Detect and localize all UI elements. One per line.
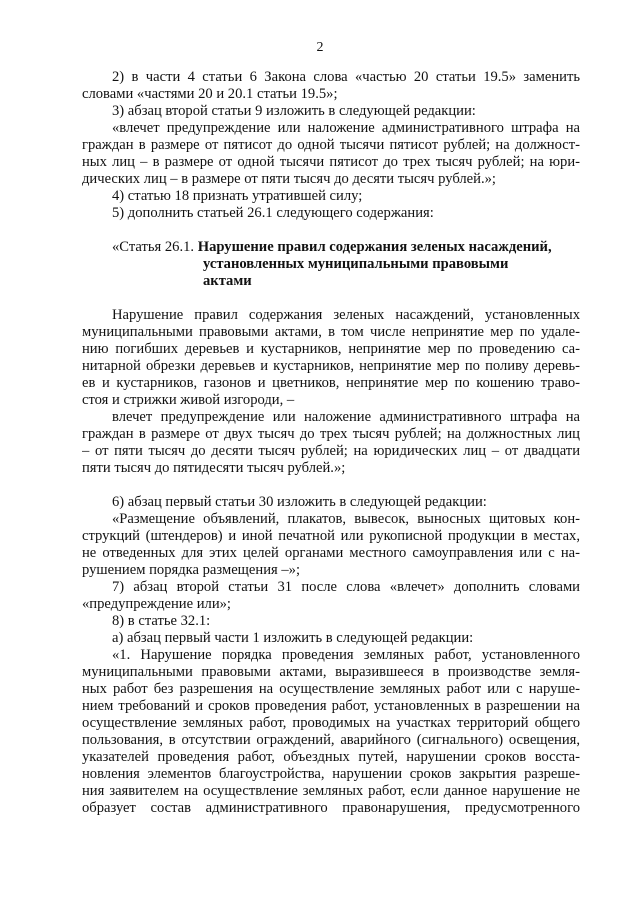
- text-line: влечет предупреждение или наложение административного штрафа на: [112, 409, 580, 425]
- text-line: нием требований и сроков проведения работ, установленных в разрешении на: [82, 698, 580, 714]
- text-line: «1. Нарушение порядка проведения земляных работ, установленного: [112, 647, 580, 663]
- text-line: граждан в размере от пятисот до одной тысячи пятисот рублей; на должност-: [82, 137, 580, 153]
- text-line: 3) абзац второй статьи 9 изложить в следующей редакции:: [112, 103, 476, 119]
- text-line: указателей проведения работ, объездных путей, нарушении сроков восста-: [82, 749, 580, 765]
- text-line: 7) абзац второй статьи 31 после слова «влечет» дополнить словами: [112, 579, 580, 595]
- text-line: 4) статью 18 признать утратившей силу;: [112, 188, 363, 204]
- article-heading-line1: [112, 239, 592, 256]
- text-line: образует состав административного правонарушения, предусмотренного: [82, 800, 580, 816]
- page-number: 2: [316, 40, 324, 55]
- article-title-part2: установленных муниципальными правовыми: [203, 256, 509, 272]
- text-line: – от пяти тысяч до десяти тысяч рублей; на юридических лиц – от двадцати: [82, 443, 580, 459]
- article-title-part3: актами: [203, 273, 252, 289]
- text-line: дических лиц – в размере от пяти тысяч до десяти тысяч рублей.»;: [82, 171, 496, 187]
- text-line: 5) дополнить статьей 26.1 следующего содержания:: [112, 205, 434, 221]
- text-line: ных работ без разрешения на осуществление земляных работ или с наруше-: [82, 681, 580, 697]
- text-line: нию погибших деревьев и кустарников, непринятие мер по проведению са-: [82, 341, 580, 357]
- text-line: Нарушение правил содержания зеленых насаждений, установленных: [112, 307, 580, 323]
- text-line: ных лиц – в размере от одной тысячи пятисот до трех тысяч рублей; на юри-: [82, 154, 580, 170]
- article-number: «Статья 26.1.: [112, 239, 195, 255]
- text-line: «влечет предупреждение или наложение административного штрафа на: [112, 120, 580, 136]
- text-line: 6) абзац первый статьи 30 изложить в следующей редакции:: [112, 494, 487, 510]
- text-line: а) абзац первый части 1 изложить в следующей редакции:: [112, 630, 474, 646]
- text-line: словами «частями 20 и 20.1 статьи 19.5»;: [82, 86, 338, 102]
- text-line: ния заявителем на осуществление земляных работ, если данное нарушение не: [82, 783, 580, 799]
- text-line: новления элементов благоустройства, нарушении сроков закрытия разреше-: [82, 766, 580, 782]
- text-line: муниципальными правовыми актами, в том числе непринятие мер по удале-: [82, 324, 580, 340]
- text-line: «предупреждение или»;: [82, 596, 231, 612]
- text-line: 2) в части 4 статьи 6 Закона слова «частью 20 статьи 19.5» заменить: [112, 69, 580, 85]
- text-line: «Размещение объявлений, плакатов, вывесок, выносных щитовых кон-: [112, 511, 580, 527]
- text-line: граждан в размере от двух тысяч до трех тысяч рублей; на должностных лиц: [82, 426, 580, 442]
- text-line: струкций (штендеров) и иной печатной или рукописной продукции в местах,: [82, 528, 580, 544]
- article-title-part1: Нарушение правил содержания зеленых насаждений,: [197, 239, 552, 255]
- text-line: не отведенных для этих целей органами местного самоуправления или с на-: [82, 545, 580, 561]
- text-line: осуществление земляных работ, проводимых на участках территорий общего: [82, 715, 580, 731]
- text-line: пяти тысяч до пятидесяти тысяч рублей.»;: [82, 460, 346, 476]
- text-line: рушением порядка размещения –»;: [82, 562, 301, 578]
- text-line: 8) в статье 32.1:: [112, 613, 211, 629]
- text-line: стоя и стрижки живой изгороди, –: [82, 392, 295, 408]
- text-line: муниципальными правовыми актами, выразившееся в производстве земля-: [82, 664, 580, 680]
- text-line: пользования, в отсутствии ограждений, аварийного (сигнального) освещения,: [82, 732, 580, 748]
- text-line: нитарной обрезки деревьев и кустарников, непринятие мер по поливу деревь-: [82, 358, 580, 374]
- text-line: ев и кустарников, газонов и цветников, непринятие мер по кошению траво-: [82, 375, 580, 391]
